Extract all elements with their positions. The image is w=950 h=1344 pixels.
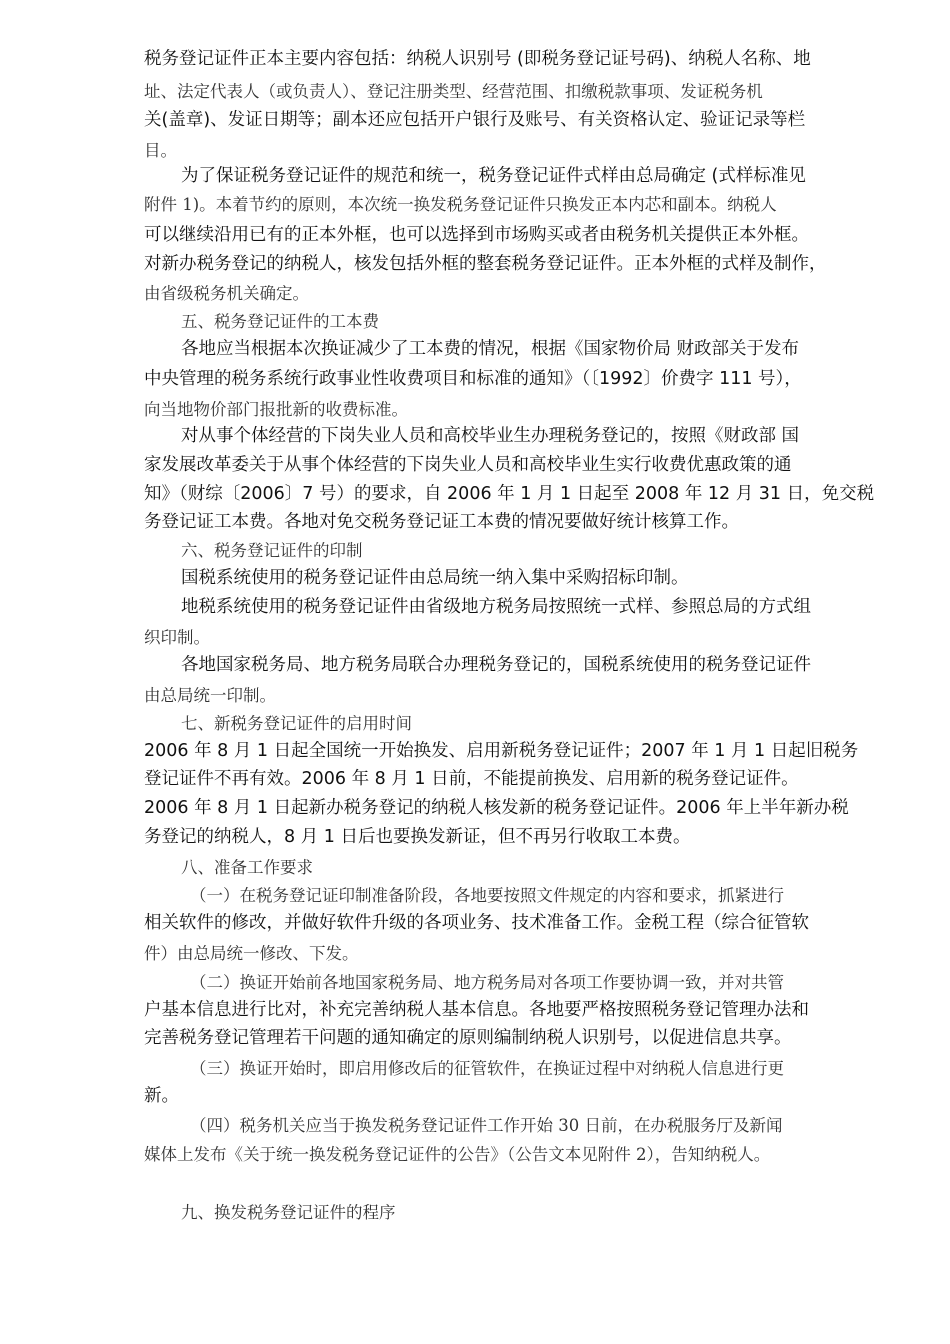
paragraph-line: 2006 年 8 月 1 日起全国统一开始换发、启用新税务登记证件；2007 年 1 月 1 日起旧税务 xyxy=(144,741,859,761)
paragraph-line: 对从事个体经营的下岗失业人员和高校毕业生办理税务登记的，按照《财政部 国 xyxy=(181,426,800,446)
paragraph-line: 2006 年 8 月 1 日起新办税务登记的纳税人核发新的税务登记证件。2006 年上半年新办税 xyxy=(144,798,849,818)
paragraph-line: 由省级税务机关确定。 xyxy=(144,284,309,303)
paragraph-line: 由总局统一印制。 xyxy=(144,686,276,705)
paragraph-line: 织印制。 xyxy=(144,628,210,647)
paragraph-line: 完善税务登记管理若干问题的通知确定的原则编制纳税人识别号，以促进信息共享。 xyxy=(144,1028,792,1048)
paragraph-line: 为了保证税务登记证件的规范和统一，税务登记证件式样由总局确定 (式样标准见 xyxy=(181,166,806,186)
paragraph-line: （三）换证开始时，即启用修改后的征管软件，在换证过程中对纳税人信息进行更 xyxy=(190,1059,784,1078)
section-heading: 八、准备工作要求 xyxy=(181,858,313,877)
paragraph-line: 相关软件的修改，并做好软件升级的各项业务、技术准备工作。金税工程（综合征管软 xyxy=(144,913,809,933)
paragraph-line: 知》（财综〔2006〕7 号）的要求，自 2006 年 1 月 1 日起至 2008 年 12 月 31 日，免交税 xyxy=(144,484,875,504)
section-heading: 六、税务登记证件的印制 xyxy=(181,541,363,560)
paragraph-line: （二）换证开始前各地国家税务局、地方税务局对各项工作要协调一致，并对共管 xyxy=(190,973,784,992)
section-heading: 五、税务登记证件的工本费 xyxy=(181,312,379,331)
paragraph-line: 新。 xyxy=(144,1086,179,1106)
paragraph-line: 中央管理的税务系统行政事业性收费项目和标准的通知》（〔1992〕价费字 111 号）， xyxy=(144,369,802,389)
paragraph-line: 址、法定代表人（或负责人）、登记注册类型、经营范围、扣缴税款事项、发证税务机 xyxy=(144,82,763,101)
paragraph-line: 地税系统使用的税务登记证件由省级地方税务局按照统一式样、参照总局的方式组 xyxy=(181,597,811,617)
paragraph-line: 可以继续沿用已有的正本外框，也可以选择到市场购买或者由税务机关提供正本外框。 xyxy=(144,225,809,245)
paragraph-line: 登记证件不再有效。2006 年 8 月 1 日前，不能提前换发、启用新的税务登记证件。 xyxy=(144,769,799,789)
paragraph-line: 目。 xyxy=(144,141,177,160)
paragraph-line: 各地国家税务局、地方税务局联合办理税务登记的，国税系统使用的税务登记证件 xyxy=(181,655,811,675)
paragraph-line: 对新办税务登记的纳税人，核发包括外框的整套税务登记证件。正本外框的式样及制作， xyxy=(144,254,827,274)
section-heading: 九、换发税务登记证件的程序 xyxy=(181,1203,396,1222)
paragraph-line: 家发展改革委关于从事个体经营的下岗失业人员和高校毕业生实行收费优惠政策的通 xyxy=(144,455,792,475)
paragraph-line: （四）税务机关应当于换发税务登记证件工作开始 30 日前，在办税服务厅及新闻 xyxy=(190,1116,783,1135)
paragraph-line: 附件 1)。本着节约的原则，本次统一换发税务登记证件只换发正本内芯和副本。纳税人 xyxy=(144,195,777,214)
paragraph-line: 务登记的纳税人，8 月 1 日后也要换发新证，但不再另行收取工本费。 xyxy=(144,827,691,847)
section-heading: 七、新税务登记证件的启用时间 xyxy=(181,714,412,733)
paragraph-line: 关(盖章)、发证日期等；副本还应包括开户银行及账号、有关资格认定、验证记录等栏 xyxy=(144,110,806,130)
paragraph-line: （一）在税务登记证印制准备阶段，各地要按照文件规定的内容和要求，抓紧进行 xyxy=(190,886,784,905)
paragraph-line: 务登记证工本费。各地对免交税务登记证工本费的情况要做好统计核算工作。 xyxy=(144,512,739,532)
paragraph-line: 向当地物价部门报批新的收费标准。 xyxy=(144,400,408,419)
paragraph-line: 件）由总局统一修改、下发。 xyxy=(144,944,359,963)
paragraph-line: 各地应当根据本次换证减少了工本费的情况，根据《国家物价局 财政部关于发布 xyxy=(181,339,800,359)
paragraph-line: 媒体上发布《关于统一换发税务登记证件的公告》（公告文本见附件 2），告知纳税人。 xyxy=(144,1145,771,1164)
paragraph-line: 户基本信息进行比对，补充完善纳税人基本信息。各地要严格按照税务登记管理办法和 xyxy=(144,1000,809,1020)
paragraph-line: 国税系统使用的税务登记证件由总局统一纳入集中采购招标印制。 xyxy=(181,568,689,588)
paragraph-line: 税务登记证件正本主要内容包括：纳税人识别号 (即税务登记证号码)、纳税人名称、地 xyxy=(144,49,811,69)
